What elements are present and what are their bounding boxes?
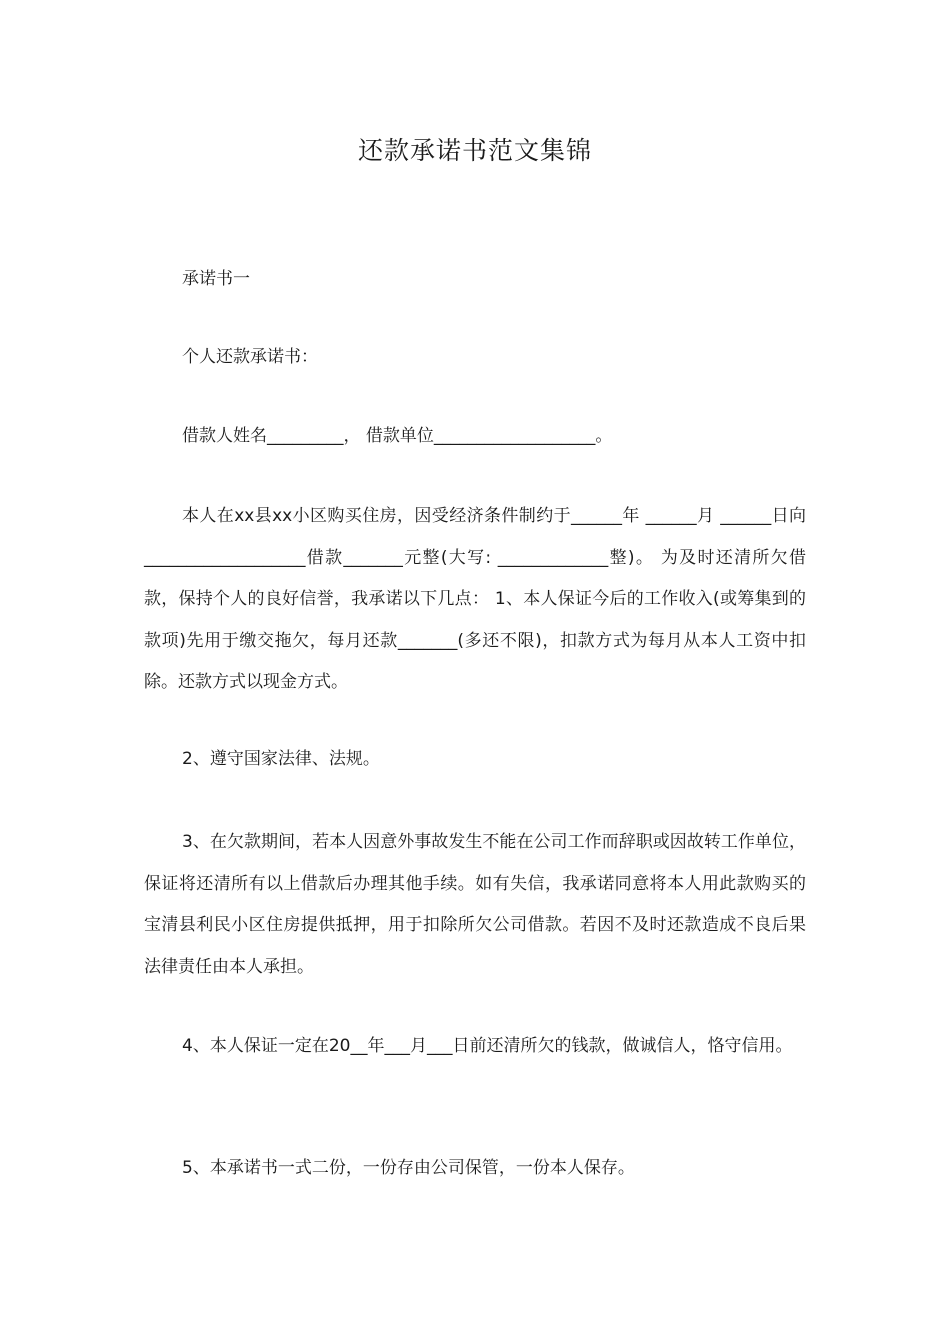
- commitment-item-3: 3、在欠款期间，若本人因意外事故发生不能在公司工作而辞职或因故转工作单位，保证将还清所有以上借款后办理其他手续。如有失信，我承诺同意将本人用此款购买的宝清县利民小区住房提供抵押，用于扣除所欠公司借款。若因不及时还款造成不良后果法律责任由本人承担。: [144, 832, 806, 977]
- commitment-item-5: 5、本承诺书一式二份，一份存由公司保管，一份本人保存。: [182, 1158, 635, 1178]
- document-title: 还款承诺书范文集锦: [357, 136, 592, 165]
- letter-heading: 个人还款承诺书：: [182, 347, 318, 367]
- loan-statement-paragraph: 本人在xx县xx小区购买住房，因受经济条件制约于______年 ______月 ______日向___________________借款_______元整(大写: _____________整)。 为及时还清所欠借款，保持个人的良好信誉，我承诺以下几点： 1、本人保证今后的工作收入(或筹集到的款项)先用于缴交拖欠，每月还款_______(多还不限)，扣款方式为每月从本人工资中扣除。还款方式以现金方式。: [144, 506, 806, 692]
- borrower-info-paragraph: 借款人姓名_________， 借款单位___________________。: [182, 426, 613, 446]
- commitment-item-2: 2、遵守国家法律、法规。: [182, 749, 380, 769]
- commitment-item-4: 4、本人保证一定在20__年___月___日前还清所欠的钱款，做诚信人，恪守信用。: [182, 1036, 793, 1056]
- section-heading: 承诺书一: [182, 269, 250, 289]
